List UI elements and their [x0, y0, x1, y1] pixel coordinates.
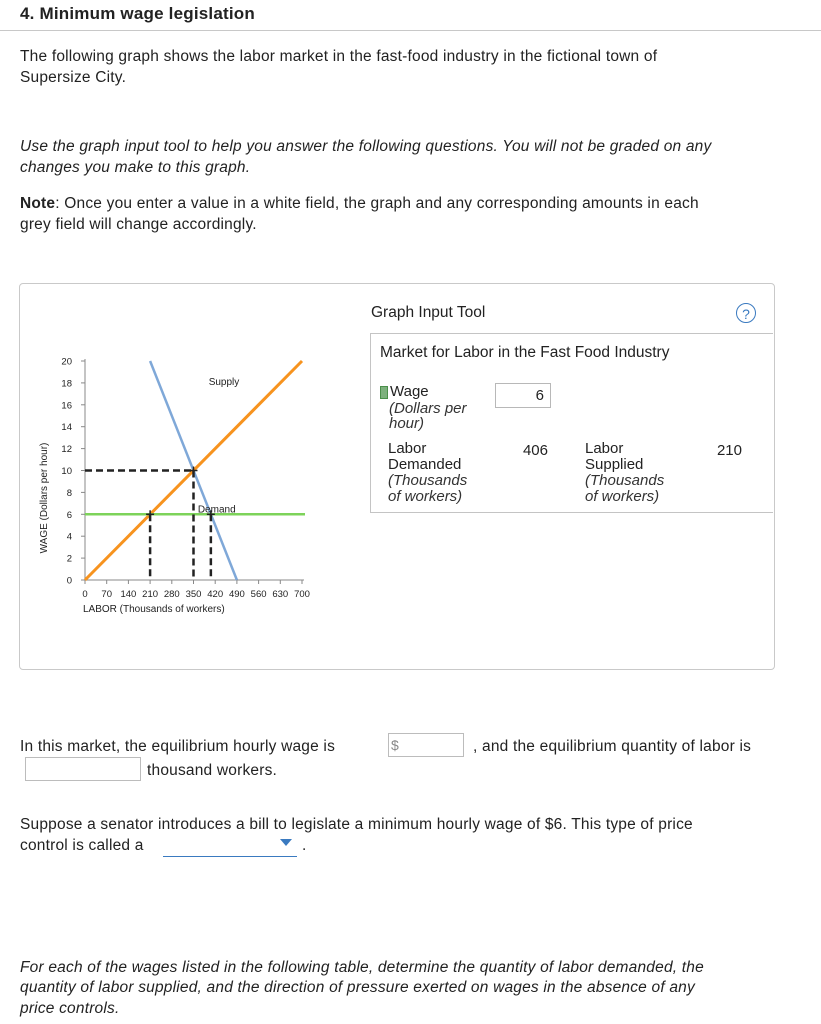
y-tick-label: 14: [61, 422, 72, 434]
title-divider: [0, 30, 821, 31]
labor-demanded-unit-2: of workers): [388, 488, 463, 505]
y-tick-label: 20: [61, 356, 72, 368]
intro-line-2: Supersize City.: [20, 69, 127, 86]
equilibrium-wage-input[interactable]: [388, 733, 464, 757]
labor-supplied-label-2: Supplied: [585, 456, 644, 473]
x-tick-label: 280: [163, 589, 180, 600]
instructions-line-1: Use the graph input tool to help you answer the following questions. You will not be graded on any: [20, 138, 712, 155]
intro-line-1: The following graph shows the labor market in the fast-food industry in the fictional town of: [20, 48, 658, 65]
x-tick-label: 0: [82, 589, 88, 600]
graph-input-tool-title: Graph Input Tool: [371, 304, 486, 321]
y-tick-label: 18: [61, 378, 72, 390]
question2-line-1: Suppose a senator introduces a bill to legislate a minimum hourly wage of $6. This type of price: [20, 816, 693, 833]
note-line-2: grey field will change accordingly.: [20, 216, 257, 233]
wage-color-marker: [380, 386, 388, 399]
x-tick-label: 70: [101, 589, 112, 600]
y-tick-label: 12: [61, 444, 72, 456]
labor-supplied-value: 210: [716, 442, 742, 459]
wage-unit-line-2: hour): [389, 415, 425, 432]
question2-line-2: control is called a: [20, 837, 144, 854]
x-tick-label: 560: [250, 589, 267, 600]
note-label: Note: [20, 195, 56, 212]
chevron-down-icon[interactable]: [280, 839, 292, 846]
price-control-dropdown[interactable]: [163, 836, 297, 857]
demand-label: Demand: [197, 504, 236, 516]
labor-supplied-unit-1: (Thousands: [585, 472, 665, 489]
help-icon[interactable]: ?: [736, 303, 756, 323]
x-tick-label: 140: [120, 589, 137, 600]
labor-demanded-value: 406: [522, 442, 548, 459]
closing-line-1: For each of the wages listed in the following table, determine the quantity of labor demanded, the: [20, 959, 704, 976]
y-tick-label: 2: [66, 553, 72, 565]
x-tick-label: 630: [272, 589, 289, 600]
closing-line-3: price controls.: [20, 1000, 120, 1017]
labor-supplied-unit-2: of workers): [585, 488, 660, 505]
wage-unit-line-1: (Dollars per: [389, 400, 467, 417]
closing-line-2: quantity of labor supplied, and the direction of pressure exerted on wages in the absence of any: [20, 979, 695, 996]
labor-demanded-label-2: Demanded: [388, 456, 462, 473]
y-tick-label: 16: [61, 400, 72, 412]
question1-text-3: thousand workers.: [147, 762, 278, 779]
labor-demanded-unit-1: (Thousands: [388, 472, 468, 489]
x-tick-label: 700: [294, 589, 310, 600]
y-tick-label: 10: [61, 466, 72, 477]
y-tick-label: 6: [66, 509, 72, 521]
note-line-1: [20, 193, 810, 214]
dashed-guides: [85, 467, 215, 581]
supply-label: Supply: [208, 377, 240, 389]
instructions-line-2: changes you make to this graph.: [20, 159, 251, 176]
y-axis-label: WAGE (Dollars per hour): [39, 442, 50, 554]
x-tick-label: 420: [207, 589, 224, 600]
x-axis-ticks: [82, 580, 310, 600]
question2-period: .: [302, 837, 307, 854]
note-text: : Once you enter a value in a white field, the graph and any corresponding amounts in each: [55, 195, 699, 212]
graph-input-tool-subtitle: Market for Labor in the Fast Food Industry: [380, 344, 670, 361]
equilibrium-quantity-input[interactable]: [25, 757, 141, 781]
dollar-sign: $: [391, 737, 399, 753]
wage-label: Wage: [390, 383, 429, 400]
section-title: 4. Minimum wage legislation: [20, 4, 255, 23]
y-tick-label: 8: [66, 487, 72, 499]
wage-input[interactable]: 6: [495, 383, 551, 408]
y-tick-label: 0: [66, 575, 72, 587]
x-tick-label: 350: [185, 589, 202, 600]
labor-market-graph[interactable]: [20, 340, 340, 640]
question1-text-1: In this market, the equilibrium hourly wage is: [20, 738, 336, 755]
labor-supplied-label-1: Labor: [585, 440, 624, 457]
question1-text-2: , and the equilibrium quantity of labor is: [473, 738, 752, 755]
y-axis-ticks: [61, 357, 85, 587]
x-tick-label: 210: [142, 589, 159, 600]
x-tick-label: 490: [228, 589, 245, 600]
y-tick-label: 4: [66, 531, 72, 543]
x-axis-label: LABOR (Thousands of workers): [83, 604, 225, 615]
labor-demanded-label-1: Labor: [388, 440, 427, 457]
